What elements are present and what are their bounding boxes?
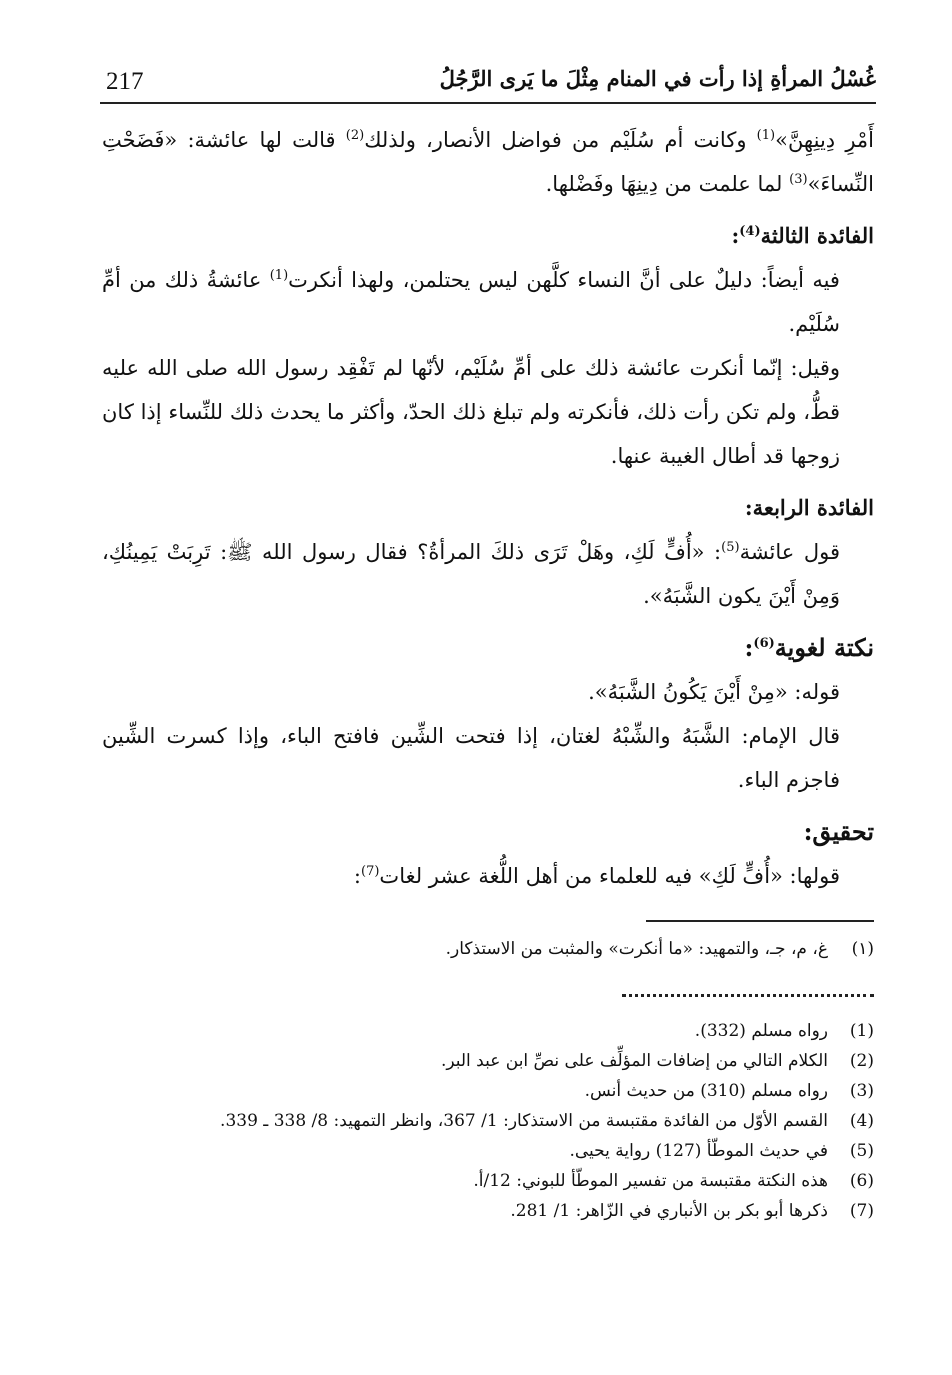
text-run: : (353, 864, 361, 888)
paragraph-1 (102, 118, 874, 206)
page-header (100, 58, 876, 104)
footnote-text: الكلام التالي من إضافات المؤلِّف على نصِّ ابن عبد البر. (440, 1051, 828, 1071)
footnote-text: في حديث الموطّأ (127) رواية يحيى. (569, 1141, 828, 1161)
footnote-ref: (3) (789, 172, 808, 187)
footnote-separator (646, 920, 874, 922)
main-text (102, 118, 874, 898)
text-run: قول عائشة (739, 540, 840, 564)
paragraph-2 (102, 258, 874, 346)
footnote-item (102, 1046, 874, 1076)
heading-third-benefit (102, 214, 874, 258)
variant-note (102, 934, 874, 964)
footnote-text: هذه النكتة مقتبسة من تفسير الموطّأ للبوني: 12/أ. (473, 1171, 828, 1191)
heading-fourth-benefit: الفائدة الرابعة: (744, 495, 874, 520)
heading-linguistic-note (102, 626, 874, 670)
footnote-ref: (1) (269, 268, 289, 283)
heading-colon: : (744, 633, 754, 662)
footnote-item (102, 1136, 874, 1166)
heading-verification: تحقيق: (803, 817, 874, 846)
variant-note-text: غ، م، جـ، والتمهيد: «ما أنكرت» والمثبت من الاستذكار. (445, 939, 828, 959)
paragraph-6: قال الإمام: الشَّبَهُ والشِّبْهُ لغتان، إذا فتحت الشِّين فافتح الباء، وإذا كسرت الشِّين فاجزم الباء. (102, 724, 840, 792)
footnote-ref: (7) (360, 864, 380, 879)
footnote-item (102, 1106, 874, 1136)
variant-note-number: (١) (851, 939, 874, 959)
footnote-text: رواه مسلم (332). (694, 1021, 828, 1041)
footnote-ref: (4) (739, 224, 761, 239)
text-run: لما علمت من دِينِهَا وفَضْلها. (545, 172, 790, 196)
footnote-number: (6) (849, 1171, 874, 1191)
text-run: عائشةُ ذلك من أمِّ سُلَيْم. (102, 268, 840, 336)
text-run: فيه أيضاً: دليلٌ على أنَّ النساء كلَّهن ليس يحتلمن، ولهذا أنكرت (288, 268, 840, 292)
paragraph-4 (102, 530, 874, 618)
footnote-item (102, 1166, 874, 1196)
footnote-number: (5) (849, 1141, 874, 1161)
footnote-text: رواه مسلم (310) من حديث أنس. (584, 1081, 828, 1101)
heading-colon: : (731, 223, 740, 248)
footnote-ref: (1) (756, 128, 776, 143)
page-number: 217 (106, 68, 144, 95)
footnote-number: (2) (849, 1051, 874, 1071)
footnote-ref: (6) (753, 636, 775, 651)
footnote-number: (3) (849, 1081, 874, 1101)
text-run: أَمْرِ دِينِهِنَّ» (775, 128, 874, 152)
footnote-item (102, 1076, 874, 1106)
text-run: : «أُفٍّ لَكِ، وهَلْ تَرَى ذلكَ المرأةُ؟ فقال رسول الله ﷺ: تَرِبَتْ يَمِينُكِ، وَمِنْ أَيْنَ يكون الشَّبَهُ». (102, 540, 840, 608)
paragraph-7 (102, 854, 874, 898)
footnotes-list (102, 1016, 874, 1226)
footnote-number: (1) (849, 1021, 874, 1041)
footnote-item (102, 1196, 874, 1226)
heading-text: نكتة لغوية (774, 633, 874, 662)
paragraph-5: قوله: «مِنْ أَيْنَ يَكُونُ الشَّبَهُ». (588, 680, 840, 704)
dotted-separator (622, 994, 874, 997)
footnote-ref: (5) (721, 540, 740, 555)
text-run: قولها: «أُفٍّ لَكِ» فيه للعلماء من أهل اللُّغة عشر لغات (379, 864, 840, 888)
footnote-text: ذكرها أبو بكر بن الأنباري في الزّاهر: 1/ 281. (510, 1201, 828, 1221)
running-title: غُسْلُ المرأةِ إذا رأت في المنام مِثْلَ ما يَرى الرَّجُلُ (439, 66, 876, 91)
footnote-text: القسم الأوّل من الفائدة مقتبسة من الاستذكار: 1/ 367، وانظر التمهيد: 8/ 338 ـ 339. (220, 1111, 828, 1131)
footnote-number: (7) (849, 1201, 874, 1221)
paragraph-3: وقيل: إنّما أنكرت عائشة ذلك على أمِّ سُلَيْم، لأنّها لم تَفْقِد رسول الله صلى الله عليه قطُّ، ولم تكن رأت ذلك، فأنكرته ولم تبلغ ذلك الحدّ، وأكثر ما يحدث ذلك للنِّساء إذا كان زوجها قد أطال الغيبة عنها. (102, 356, 840, 468)
heading-text: الفائدة الثالثة (760, 223, 874, 248)
text-run: وكانت أم سُلَيْم من فواضل الأنصار، ولذلك (364, 128, 757, 152)
text-run: قالت لها عائشة: «فَضَحْتِ النِّساءَ» (102, 128, 874, 196)
footnote-ref: (2) (345, 128, 365, 143)
footnote-number: (4) (849, 1111, 874, 1131)
footnote-item (102, 1016, 874, 1046)
